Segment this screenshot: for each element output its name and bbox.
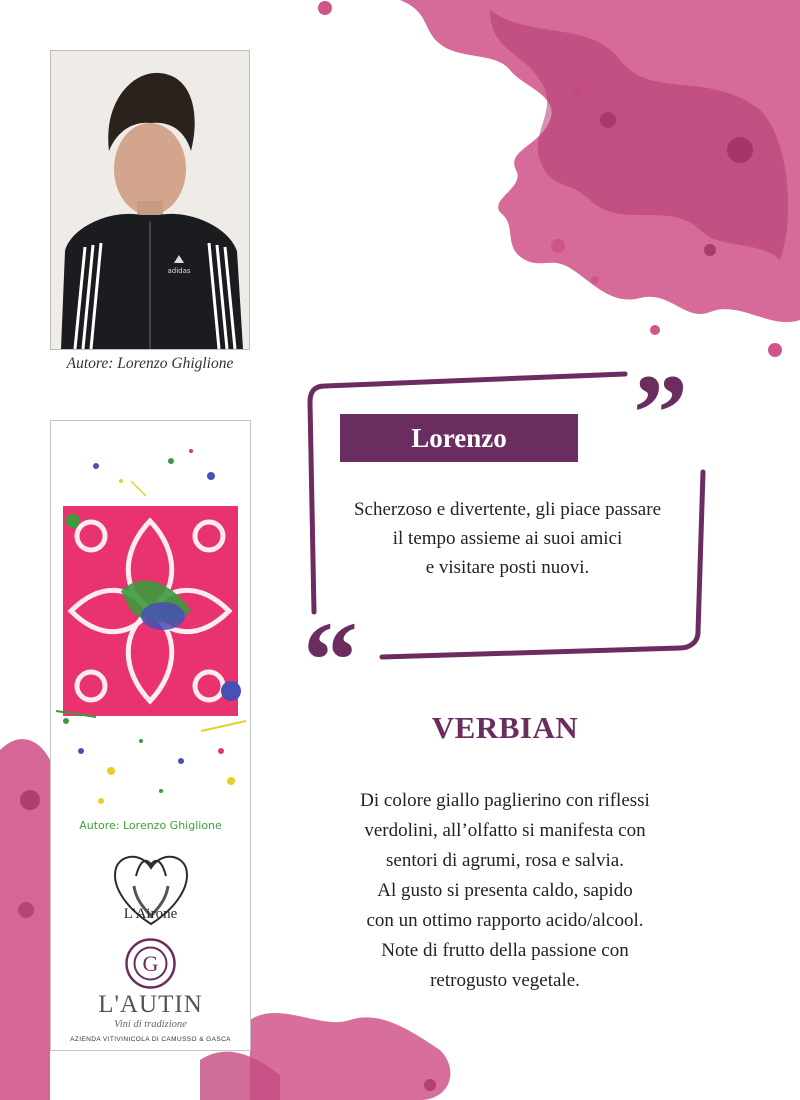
description-line: verdolini, all’olfatto si manifesta con xyxy=(364,820,646,841)
quote-line: e visitare posti nuovi. xyxy=(425,557,590,578)
opening-quote-icon: “ xyxy=(303,599,358,662)
label-caption: Autore: Lorenzo Ghiglione xyxy=(79,819,222,832)
monogram-letter: G xyxy=(142,951,159,976)
brand-company: AZIENDA VITIVINICOLA DI CAMUSSO & GASCA xyxy=(70,1036,231,1043)
brand-tagline: Vini di tradizione xyxy=(114,1019,187,1030)
quote-line: il tempo assieme ai suoi amici xyxy=(392,528,623,549)
label-artwork xyxy=(51,421,250,821)
description-line: sentori di agrumi, rosa e salvia. xyxy=(386,850,624,871)
author-photo xyxy=(50,50,250,350)
airone-logo-text: L'Airone xyxy=(123,906,178,922)
name-banner: Lorenzo xyxy=(340,414,578,462)
description-line: con un ottimo rapporto acido/alcool. xyxy=(366,910,644,931)
wine-title: VERBIAN xyxy=(431,710,579,745)
quote-line: Scherzoso e divertente, gli piace passare xyxy=(353,499,662,520)
shirt-logo-text: adidas xyxy=(167,267,191,275)
watercolor-splash-top xyxy=(290,0,800,360)
brand-name: L'AUTIN xyxy=(98,991,203,1018)
description-line: Note di frutto della passione con xyxy=(381,940,629,961)
wine-label xyxy=(50,420,251,1051)
description-line: Di colore giallo paglierino con riflessi xyxy=(360,790,650,811)
wine-description xyxy=(300,786,710,996)
closing-quote-icon: ” xyxy=(633,362,688,474)
photo-caption: Autore: Lorenzo Ghiglione xyxy=(66,355,234,372)
description-line: retrogusto vegetale. xyxy=(430,970,580,991)
description-line: Al gusto si presenta caldo, sapido xyxy=(377,880,633,901)
monogram-icon xyxy=(123,936,178,991)
quote-text xyxy=(310,495,705,582)
